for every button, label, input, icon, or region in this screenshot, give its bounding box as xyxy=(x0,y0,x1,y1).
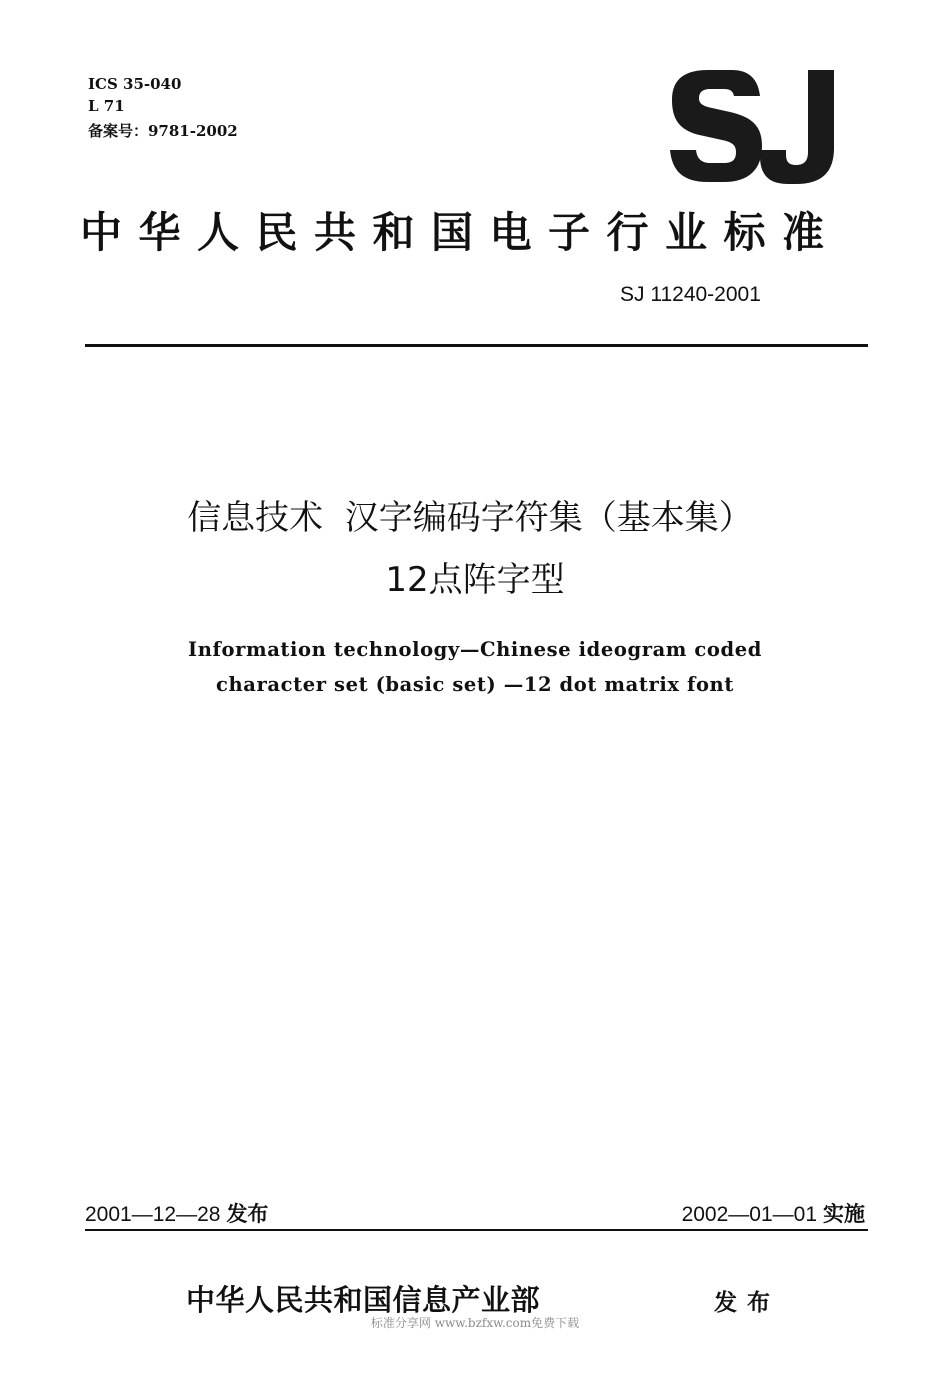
issuer-action: 发布 xyxy=(714,1290,780,1316)
sj-logo xyxy=(668,66,840,188)
issue-date: 2001—12—28 xyxy=(85,1203,221,1226)
issuing-authority: 中华人民共和国信息产业部 xyxy=(186,1283,541,1317)
implementation-date: 2002—01—01 xyxy=(681,1203,817,1226)
chinese-title-line-2: 12点阵字型 xyxy=(385,560,565,600)
english-title-line-1: Information technology—Chinese ideogram coded xyxy=(188,638,762,661)
ics-code: ICS 35-040 xyxy=(88,75,182,93)
top-divider xyxy=(85,344,868,347)
standard-category-title: 中华人民共和国电子行业标准 xyxy=(80,208,841,257)
implementation-label: 实施 xyxy=(823,1202,865,1226)
classification-code: L 71 xyxy=(88,97,125,115)
record-number: 备案号：9781-2002 xyxy=(88,122,238,140)
english-title-line-2: character set (basic set) —12 dot matrix font xyxy=(216,673,734,696)
implementation-date-block xyxy=(682,1198,865,1228)
bottom-divider xyxy=(85,1229,868,1231)
issue-label: 发布 xyxy=(226,1202,269,1226)
chinese-title-line-1: 信息技术 汉字编码字符集（基本集） xyxy=(187,498,753,538)
standard-number: SJ 11240-2001 xyxy=(620,283,761,306)
watermark-footer: 标准分享网 www.bzfxw.com免费下载 xyxy=(370,1316,580,1330)
issue-date-block xyxy=(85,1198,268,1228)
